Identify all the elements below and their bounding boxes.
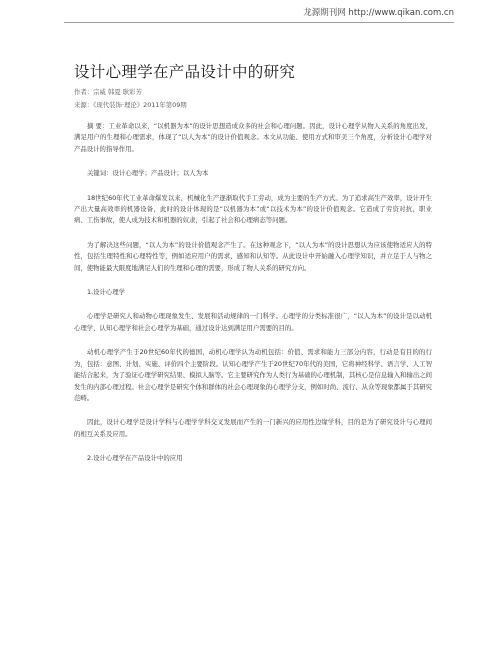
abstract-paragraph: 摘 要：工业革命以来，“以机器为本”的设计思想造成众多的社会和心理问题。因此，设计心理学从物人关系的角度出发，满足用户的生理和心理需求，体现了“以人为本”的设计价值观念。本文从功能、使用方式和审美三个角度，分析设计心理学对产品设计的指导作用。 bbox=[74, 122, 432, 153]
section-heading: 2.设计心理学在产品设计中的应用 bbox=[87, 454, 183, 463]
article-body bbox=[74, 121, 432, 478]
article-authors: 作者：宗威 韩夏 耿彩芳 bbox=[74, 88, 142, 96]
body-paragraph: 18世纪60年代工业革命爆发以来，机械化生产逐渐取代手工劳动，成为主要的生产方式。为了追求高生产效率，设计开生产出大量高效率的机器设备，此时的设计体现的是“以机器为本”或“以技术为本”的设计价值观念。它造成了劳资对抗、职业病、工伤事故，使人成为技术和机器的奴隶，引起了社会和心理病态等问题。 bbox=[74, 193, 432, 225]
body-paragraph: 动机心理学产生于20世纪60年代的德国，动机心理学认为动机包括：价值、需求和能力三部分内容，行动是有目的的行为，包括：意图、计划、实施、评价四个主要阶段。认知心理学产生于20世纪70年代的美国，它将神经科学、语言学、人工智能结合起来，为了验证心理学研究结果、模拟人脑等。它主要研究作为人类行为基础的心理机制，其核心是信息输入和输出之间发生的内部心理过程。社会心理学是研究个体和群体的社会心理现象的心理学分支，例如时尚、流行、从众等现象都属于其研究范畴。 bbox=[74, 348, 432, 402]
article-source: 来源：《现代装饰·理论》2011年第09期 bbox=[74, 101, 187, 109]
site-header[interactable]: 龙源期刊网 http://www.qikan.com.cn bbox=[303, 8, 454, 18]
article-title: 设计心理学在产品设计中的研究 bbox=[74, 63, 296, 81]
header-divider bbox=[64, 22, 454, 23]
section-heading: 1.设计心理学 bbox=[87, 288, 126, 297]
body-paragraph: 因此，设计心理学是设计学科与心理学学科交叉发展而产生的一门新兴的应用性边缘学科，目的是为了研究设计与心理间的相互关系及应用。 bbox=[74, 418, 432, 438]
body-paragraph: 心理学是研究人和动物心理现象发生、发展和活动规律的一门科学。心理学的分类标准很广，“以人为本”的设计是以动机心理学、认知心理学和社会心理学为基础，通过设计达到满足用户需要的目的。 bbox=[74, 312, 432, 332]
keywords-paragraph: 关键词：设计心理学；产品设计；以人为本 bbox=[87, 169, 209, 178]
body-paragraph: 为了解决这些问题，“以人为本”的设计价值观念产生了。在这种观念下，“以人为本”的设计思想认为应该使物适应人的特性，包括生理特性和心理特性等，例如适应用户的需求、感知和认知等。从此设计中开始融入心理学知识，并立足于人与物之间，使物能最大限度地满足人们的生理和心理的需要，形成了物人关系的研究方向。 bbox=[74, 240, 432, 272]
